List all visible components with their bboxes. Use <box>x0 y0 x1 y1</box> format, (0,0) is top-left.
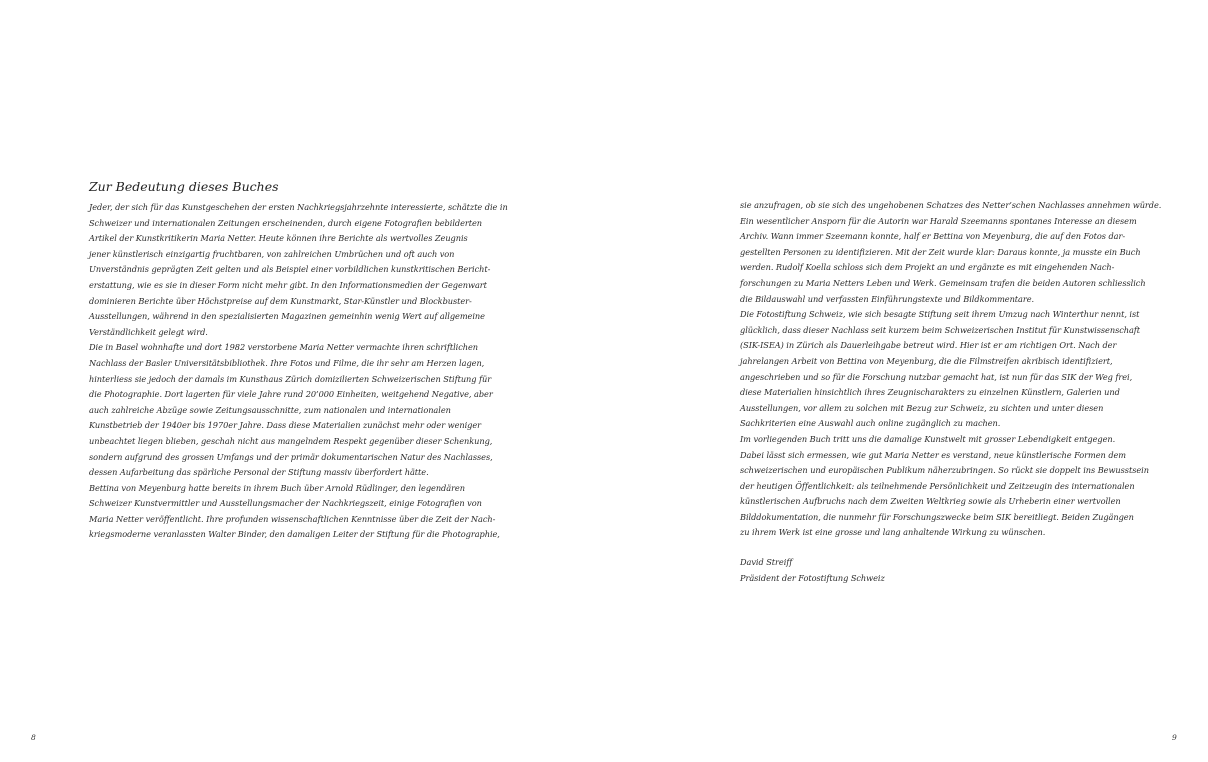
right-body-text <box>740 198 1162 541</box>
left-text-column <box>89 178 508 543</box>
text-line: dominieren Berichte über Höchstpreise auf dem Kunstmarkt, Star-Künstler und Blockbuster- <box>89 295 472 306</box>
text-line: Ausstellungen, vor allem zu solchen mit Bezug zur Schweiz, zu sichten und unter diesen <box>740 402 1104 413</box>
text-line: Ein wesentlicher Ansporn für die Autorin war Harald Szeemanns spontanes Interesse an diesem <box>740 215 1137 226</box>
text-line: zu ihrem Werk ist eine grosse und lang anhaltende Wirkung zu wünschen. <box>740 527 1046 538</box>
page-number-right: 9 <box>1172 733 1177 742</box>
text-line: Die Fotostiftung Schweiz, wie sich besagte Stiftung seit ihrem Umzug nach Winterthur nennt, ist <box>740 309 1140 320</box>
text-line: Schweizer Kunstvermittler und Ausstellungsmacher der Nachkriegszeit, einige Fotografien von <box>89 498 482 509</box>
text-line: gestellten Personen zu identifizieren. Mit der Zeit wurde klar: Daraus konnte, ja musste ein Buch <box>740 246 1141 257</box>
page-number-left: 8 <box>31 733 36 742</box>
text-line: Bettina von Meyenburg hatte bereits in ihrem Buch über Arnold Rüdlinger, den legendären <box>89 482 465 493</box>
right-page <box>604 0 1208 762</box>
signature-title: Präsident der Fotostiftung Schweiz <box>740 572 885 583</box>
text-line: jahrelangen Arbeit von Bettina von Meyenburg, die die Filmstreifen akribisch identifiziert, <box>740 355 1113 366</box>
text-line: hinterliess sie jedoch der damals im Kunsthaus Zürich domizilierten Schweizerischen Stiftung für <box>89 373 492 384</box>
text-line: der heutigen Öffentlichkeit: als teilnehmende Persönlichkeit und Zeitzeugin des internationalen <box>740 480 1135 491</box>
text-line: glücklich, dass dieser Nachlass seit kurzem beim Schweizerischen Institut für Kunstwissenschaft <box>740 324 1141 335</box>
text-line: Sachkriterien eine Auswahl auch online zugänglich zu machen. <box>740 418 1001 429</box>
left-body-text <box>89 200 508 543</box>
text-line: Unverständnis geprägten Zeit gelten und als Beispiel einer vorbildlichen kunstkritischen Bericht- <box>89 264 491 275</box>
right-text-column <box>740 198 1162 586</box>
text-line: sie anzufragen, ob sie sich des ungehobenen Schatzes des Netter’schen Nachlasses annehmen würde. <box>740 200 1162 210</box>
text-line: diese Materialien hinsichtlich ihres Zeugnischarakters zu einzelnen Künstlern, Galerien und <box>740 387 1120 398</box>
text-line: Dabei lässt sich ermessen, wie gut Maria Netter es verstand, neue künstlerische Formen dem <box>740 449 1127 460</box>
text-line: Die in Basel wohnhafte und dort 1982 verstorbene Maria Netter vermachte ihren schriftlichen <box>89 342 478 353</box>
text-line: Jeder, der sich für das Kunstgeschehen der ersten Nachkriegsjahrzehnte interessierte, schätzte die in <box>89 202 508 212</box>
text-line: forschungen zu Maria Netters Leben und Werk. Gemeinsam trafen die beiden Autoren schliesslich <box>740 277 1146 288</box>
text-line: kriegsmoderne veranlassten Walter Binder, den damaligen Leiter der Stiftung für die Photographie, <box>89 529 500 540</box>
text-line: unbeachtet liegen blieben, geschah nicht aus mangelndem Respekt gegenüber dieser Schenkung, <box>89 435 493 446</box>
text-line: Ausstellungen, während in den spezialisierten Magazinen gemeinhin wenig Wert auf allgemeine <box>89 311 485 322</box>
section-heading: Zur Bedeutung dieses Buches <box>89 179 279 194</box>
text-line: Im vorliegenden Buch tritt uns die damalige Kunstwelt mit grosser Lebendigkeit entgegen. <box>740 433 1116 444</box>
text-line: auch zahlreiche Abzüge sowie Zeitungsausschnitte, zum nationalen und internationalen <box>89 404 451 415</box>
text-line: Bilddokumentation, die nunmehr für Forschungszwecke beim SIK bereitliegt. Beiden Zugängen <box>740 511 1134 522</box>
text-line: Artikel der Kunstkritikerin Maria Netter. Heute können ihre Berichte als wertvolles Zeugnis <box>89 233 468 244</box>
signature-block <box>740 555 1122 586</box>
signature-name: David Streiff <box>740 557 793 568</box>
text-line: Nachlass der Basler Universitätsbibliothek. Ihre Fotos und Filme, die ihr sehr am Herzen lagen, <box>89 357 485 368</box>
text-line: jener künstlerisch einzigartig fruchtbaren, von zahlreichen Umbrüchen und oft auch von <box>89 248 455 259</box>
text-line: schweizerischen und europäischen Publikum näherzubringen. So rückt sie doppelt ins Bewusstsein <box>740 465 1149 476</box>
text-line: Archiv. Wann immer Szeemann konnte, half er Bettina von Meyenburg, die auf den Fotos dar- <box>740 231 1126 242</box>
text-line: Verständlichkeit gelegt wird. <box>89 326 208 337</box>
text-line: Schweizer und internationalen Zeitungen erscheinenden, durch eigene Fotografien bebilderten <box>89 217 482 228</box>
text-line: Maria Netter veröffentlicht. Ihre profunden wissenschaftlichen Kenntnisse über die Zeit der Nach- <box>89 513 496 524</box>
text-line: werden. Rudolf Koella schloss sich dem Projekt an und ergänzte es mit eingehenden Nach- <box>740 262 1115 273</box>
text-line: sondern aufgrund des grossen Umfangs und der primär dokumentarischen Natur des Nachlasses, <box>89 451 493 462</box>
text-line: (SIK-ISEA) in Zürich als Dauerleihgabe betreut wird. Hier ist er am richtigen Ort. Nach der <box>740 340 1117 351</box>
text-line: die Bildauswahl und verfassten Einführungstexte und Bildkommentare. <box>740 293 1035 304</box>
text-line: Kunstbetrieb der 1940er bis 1970er Jahre. Dass diese Materialien zunächst mehr oder weniger <box>89 420 482 431</box>
text-line: erstattung, wie es sie in dieser Form nicht mehr gibt. In den Informationsmedien der Gegenwart <box>89 279 487 290</box>
text-line: angeschrieben und so für die Forschung nutzbar gemacht hat, ist nun für das SIK der Weg frei, <box>740 371 1133 382</box>
text-line: die Photographie. Dort lagerten für viele Jahre rund 20’000 Einheiten, weitgehend Negative, aber <box>89 389 493 400</box>
text-line: künstlerischen Aufbruchs nach dem Zweiten Weltkrieg sowie als Urheberin einer wertvollen <box>740 496 1121 507</box>
text-line: dessen Aufarbeitung das spärliche Personal der Stiftung massiv überfordert hätte. <box>89 467 429 478</box>
